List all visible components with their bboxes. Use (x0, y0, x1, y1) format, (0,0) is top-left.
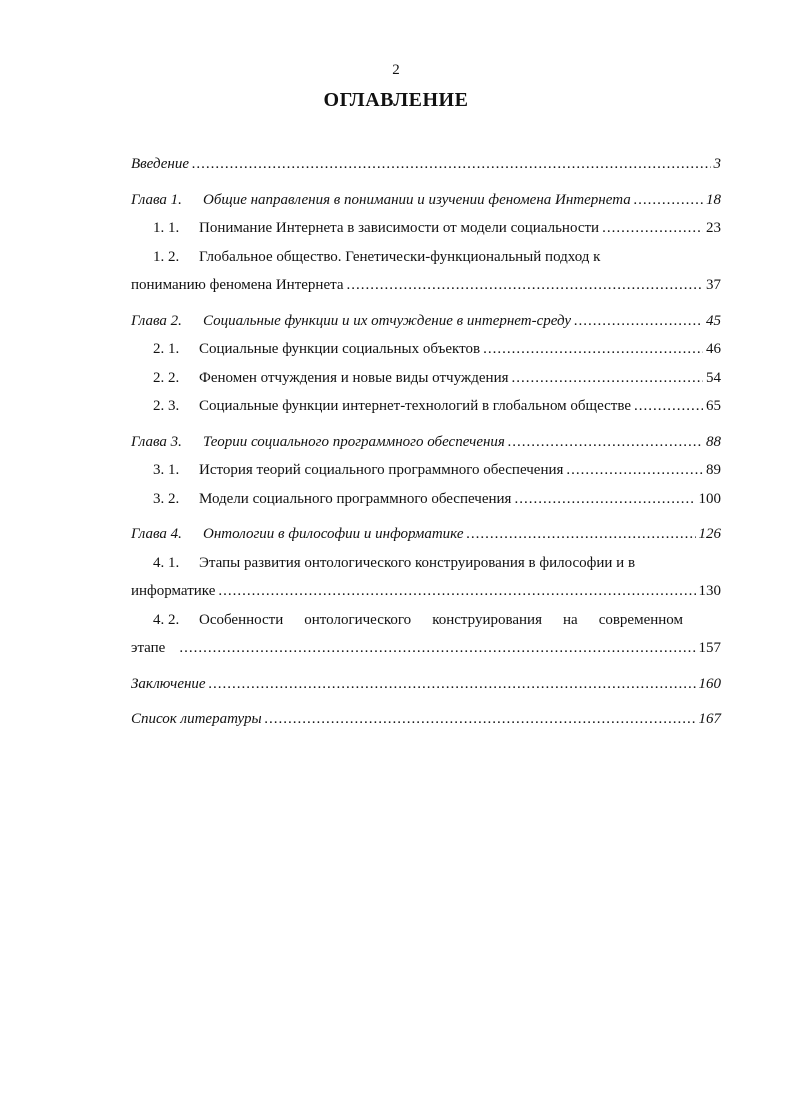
toc-section-2-1[interactable] (131, 335, 721, 364)
section-number: 2. 3. (153, 398, 180, 414)
dot-leader (347, 271, 704, 300)
toc-section-4-2[interactable] (131, 606, 721, 635)
page-number: 2 (392, 62, 400, 78)
section-title-word: онтологического (304, 611, 412, 628)
toc-page-number: 54 (706, 369, 721, 386)
toc-section-2-3[interactable] (131, 392, 721, 421)
section-title-word: на (562, 611, 578, 628)
toc-chapter-2[interactable] (131, 307, 721, 336)
toc-section-1-1[interactable] (131, 214, 721, 243)
section-title: Модели социального программного обеспечения (199, 490, 512, 507)
toc-page-number: 167 (698, 711, 721, 727)
chapter-title: Теории социального программного обеспечения (203, 433, 505, 450)
dot-leader (218, 577, 695, 606)
section-number: 4. 2. (153, 611, 180, 628)
section-number: 1. 2. (153, 248, 180, 265)
dot-leader (574, 307, 703, 336)
toc-entry-intro[interactable] (131, 150, 721, 179)
section-title: Социальные функции социальных объектов (199, 341, 481, 357)
dot-leader (566, 456, 703, 485)
section-title-word: Особенности (199, 611, 284, 628)
toc-page-number: 3 (713, 156, 721, 172)
toc-page-number: 89 (706, 462, 721, 478)
dot-leader (634, 186, 703, 215)
toc-section-3-1[interactable] (131, 456, 721, 485)
section-title-line-2: информатике (131, 583, 216, 599)
toc-page-number: 45 (706, 312, 721, 329)
dot-leader (602, 214, 703, 243)
section-number: 3. 1. (153, 462, 180, 478)
toc-section-1-2-cont[interactable] (131, 271, 721, 300)
section-title-line-2: пониманию феномена Интернета (131, 277, 344, 293)
dot-leader (508, 428, 703, 457)
toc-chapter-1[interactable] (131, 186, 721, 215)
chapter-number: Глава 3. (131, 433, 182, 450)
chapter-number: Глава 1. (131, 191, 182, 208)
dot-leader (192, 150, 711, 179)
toc-page-number: 65 (706, 398, 721, 414)
dot-leader (634, 392, 703, 421)
section-title-line-2: этапе (131, 640, 166, 656)
toc-section-4-1[interactable] (131, 549, 721, 578)
chapter-number: Глава 4. (131, 526, 182, 542)
toc-page-number: 160 (698, 675, 721, 692)
toc-chapter-3[interactable] (131, 428, 721, 457)
toc-section-1-2[interactable] (131, 243, 721, 272)
section-title: Социальные функции интернет-технологий в глобальном обществе (199, 398, 631, 414)
table-of-contents (131, 150, 721, 734)
toc-page-number: 46 (706, 341, 721, 357)
toc-section-3-2[interactable] (131, 485, 721, 514)
toc-chapter-4[interactable] (131, 520, 721, 549)
toc-section-2-2[interactable] (131, 364, 721, 393)
toc-page-number: 100 (698, 490, 721, 507)
dot-leader (514, 485, 695, 514)
toc-page-number: 126 (698, 526, 721, 542)
toc-entry-label: Заключение (131, 675, 206, 692)
toc-page-number: 157 (698, 640, 721, 656)
section-title: Феномен отчуждения и новые виды отчуждения (199, 369, 509, 386)
toc-section-4-2-cont[interactable] (131, 634, 721, 663)
section-title: Понимание Интернета в зависимости от модели социальности (199, 220, 600, 236)
dot-leader (512, 364, 704, 393)
chapter-title: Онтологии в философии и информатике (203, 526, 464, 542)
toc-entry-conclusion[interactable] (131, 670, 721, 699)
dot-leader (209, 670, 696, 699)
dot-leader (466, 520, 695, 549)
section-title: История теорий социального программного обеспечения (199, 462, 564, 478)
section-number: 3. 2. (153, 490, 180, 507)
chapter-number: Глава 2. (131, 312, 182, 329)
dot-leader (483, 335, 703, 364)
section-title-line-1: Этапы развития онтологического конструирования в философии и в (199, 554, 636, 571)
toc-page-number: 130 (698, 583, 721, 599)
toc-page-number: 23 (706, 220, 721, 236)
section-number: 1. 1. (153, 220, 180, 236)
section-number: 2. 1. (153, 341, 180, 357)
toc-entry-label: Введение (131, 156, 189, 172)
toc-entry-label: Список литературы (131, 711, 262, 727)
toc-entry-references[interactable] (131, 705, 721, 734)
toc-section-4-1-cont[interactable] (131, 577, 721, 606)
chapter-title: Социальные функции и их отчуждение в интернет-среду (203, 312, 572, 329)
section-number: 2. 2. (153, 369, 180, 386)
section-title-line-1: Глобальное общество. Генетически-функциональный подход к (199, 248, 601, 265)
section-number: 4. 1. (153, 554, 180, 571)
section-title-word: современном (598, 611, 683, 628)
section-title-word: конструирования (432, 611, 542, 628)
chapter-title: Общие направления в понимании и изучении феномена Интернета (203, 191, 631, 208)
toc-page-number: 88 (706, 433, 721, 450)
toc-page-number: 18 (706, 191, 721, 208)
dot-leader (179, 634, 695, 663)
dot-leader (265, 705, 696, 734)
page-title: ОГЛАВЛЕНИЕ (323, 89, 469, 111)
toc-page-number: 37 (706, 277, 721, 293)
